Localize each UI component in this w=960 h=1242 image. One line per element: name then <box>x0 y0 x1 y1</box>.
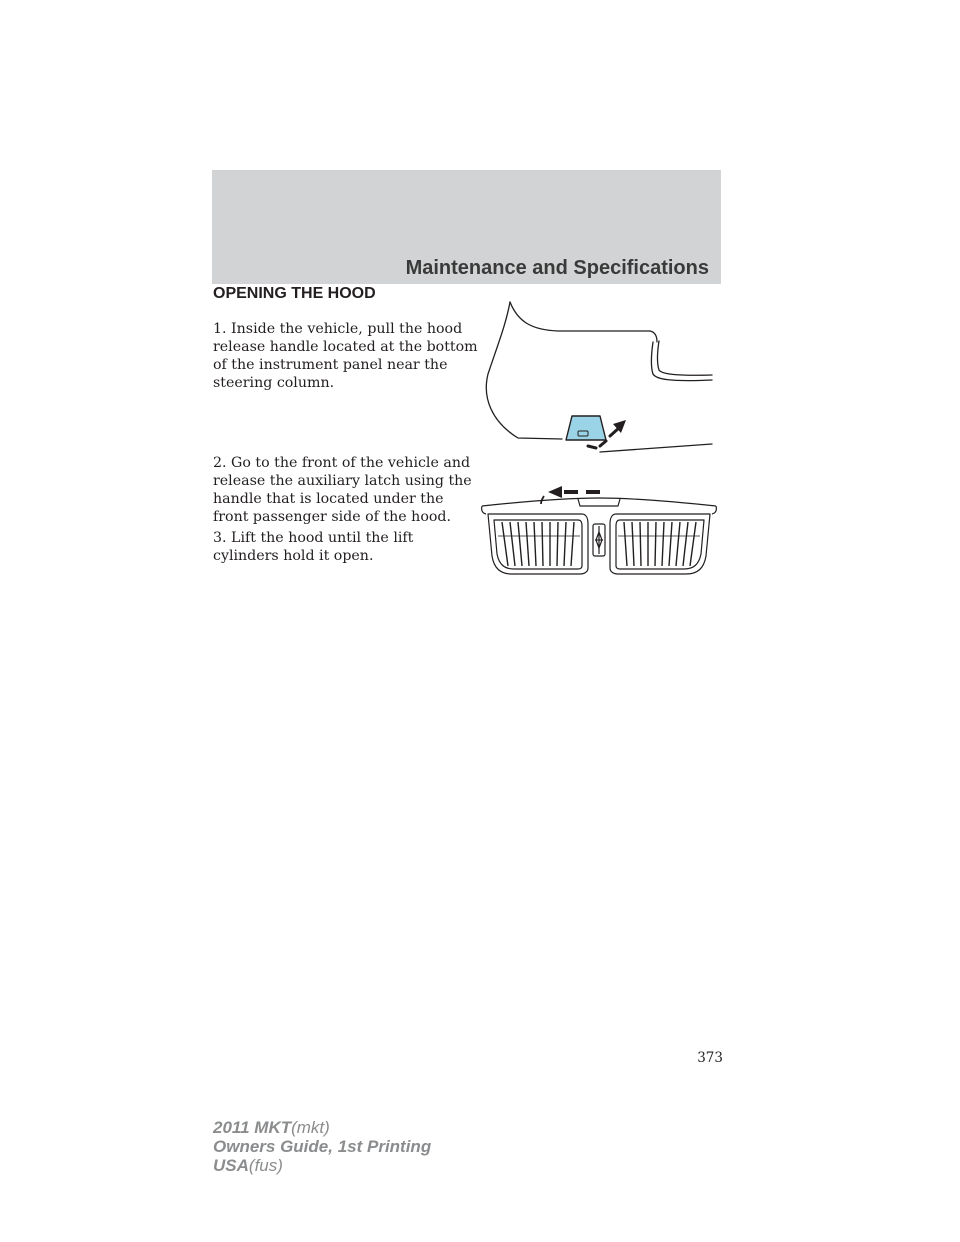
footer-print-info <box>213 1118 431 1175</box>
footer-market-code: (fus) <box>248 1156 283 1175</box>
auxiliary-latch-illustration <box>478 480 720 575</box>
section-heading: OPENING THE HOOD <box>213 285 376 302</box>
footer-model-code: (mkt) <box>291 1118 330 1137</box>
footer-market: USA <box>213 1156 249 1175</box>
floor-line <box>600 444 712 452</box>
instrument-panel-outline <box>486 302 562 439</box>
step-1-text: 1. Inside the vehicle, pull the hood release handle located at the bottom of the instrument panel near the steering column. <box>213 321 478 391</box>
step-2-text: 2. Go to the front of the vehicle and release the auxiliary latch using the handle that is located under the front passenger side of the hood. <box>213 455 472 525</box>
grille-right-vanes <box>618 522 700 566</box>
page-number: 373 <box>697 1050 723 1066</box>
lincoln-star-emblem-icon <box>593 524 605 556</box>
footer-model: 2011 MKT <box>213 1118 292 1137</box>
footer-line-1 <box>213 1118 431 1137</box>
latch-direction-arrow-icon <box>541 486 600 504</box>
footer-line-2: Owners Guide, 1st Printing <box>213 1137 432 1156</box>
footer-line-3 <box>213 1156 431 1175</box>
release-handle-icon <box>566 416 606 440</box>
hood-release-handle-illustration <box>480 294 715 456</box>
instrument-panel-top-edge <box>510 302 657 342</box>
grille-left-vanes <box>498 522 580 566</box>
step-3-text: 3. Lift the hood until the lift cylinders hold it open. <box>213 530 414 564</box>
header-band <box>212 170 721 284</box>
page-header-title: Maintenance and Specifications <box>405 257 709 279</box>
grille-top-bar <box>482 498 716 506</box>
